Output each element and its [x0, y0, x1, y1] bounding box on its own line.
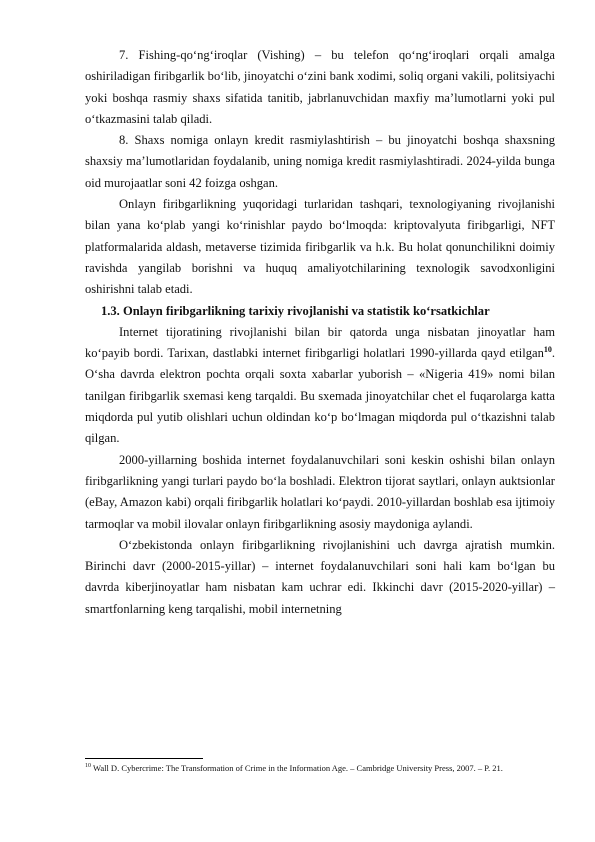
paragraph-vishing: 7. Fishing-qo‘ng‘iroqlar (Vishing) – bu telefon qo‘ng‘iroqlari orqali amalga oshiriladigan firibgarlik bo‘lib, jinoyatchi o‘zini bank xodimi, soliq organi vakili, politsiyachi yoki boshqa rasmiy shaxs sifatida tanitib, jabrlanuvchidan maxfiy ma’lumotlarni yoki pul o‘tkazmasini talab qiladi. — [85, 48, 555, 126]
footnote-number: 10 — [85, 763, 91, 770]
footnote-divider — [85, 758, 203, 759]
paragraph-new-forms: Onlayn firibgarlikning yuqoridagi turlaridan tashqari, texnologiyaning rivojlanishi bilan yana ko‘plab yangi ko‘rinishlar paydo bo‘lmoqda: kriptovalyuta firibgarligi, NFT platformalarida aldash, metaverse tizimida firibgarlik va h.k. Bu holat qonunchilikni doimiy ravishda yangilab borishni va huquq amaliyotchilarining texnologik savodxonligini oshirishni talab etadi. — [85, 197, 555, 297]
paragraph-2000s: 2000-yillarning boshida internet foydalanuvchilari soni keskin oshishi bilan onlayn firibgarlikning yangi turlari paydo bo‘la boshladi. Elektron tijorat saytlari, onlayn auktsionlar (eBay, Amazon kabi) orqali firibgarlik holatlari ko‘paydi. 2010-yillardan boshlab esa ijtimoiy tarmoqlar va mobil ilovalar onlayn firibgarlikning asosiy maydoniga aylandi. — [85, 452, 555, 531]
paragraph-uzbekistan-periods: O‘zbekistonda onlayn firibgarlikning rivojlanishini uch davrga ajratish mumkin. Birinchi davr (2000-2015-yillar) – internet foydalanuvchilari soni hali kam bo‘lgan bu davrda kiberjinoyatlar ham nisbatan kam uchrar edi. Ikkinchi davr (2015-2020-yillar) – smartfonlarning keng tarqalishi, mobil internetning — [85, 537, 555, 616]
footnote — [85, 762, 555, 774]
paragraph-online-credit: 8. Shaxs nomiga onlayn kredit rasmiylashtirish – bu jinoyatchi boshqa shaxsning shaxsiy ma’lumotlaridan foydalanib, uning nomiga kredit rasmiylashtiradi. 2024-yilda bunga oid murojaatlar soni 42 foizga oshgan. — [85, 133, 555, 190]
paragraph-history-text: Internet tijoratining rivojlanishi bilan bir qatorda unga nisbatan jinoyatlar ham ko‘payib bordi. Tarixan, dastlabki internet firibgarligi holatlari 1990-yillarda qayd etilgan — [85, 324, 555, 361]
footnote-text: Wall D. Cybercrime: The Transformation of Crime in the Information Age. – Cambridge University Press, 2007. – P. 21. — [91, 763, 503, 773]
section-heading: 1.3. Onlayn firibgarlikning tarixiy rivojlanishi va statistik ko‘rsatkichlar — [101, 303, 490, 318]
paragraph-history — [85, 322, 555, 450]
page-body — [85, 45, 555, 620]
footnote-reference[interactable]: 10 — [543, 344, 552, 354]
paragraph-history-continuation: . O‘sha davrda elektron pochta orqali soxta xabarlar yuborish – «Nigeria 419» nomi bilan tanilgan firibgarlik sxemasi keng tarqaldi. Bu sxemada jinoyatchilar chet el fuqarolarga katta miqdorda pul yutib olishlari uchun oldindan ko‘p bo‘lmagan miqdorda pul o‘tkazishni talab qilgan. — [85, 346, 555, 446]
